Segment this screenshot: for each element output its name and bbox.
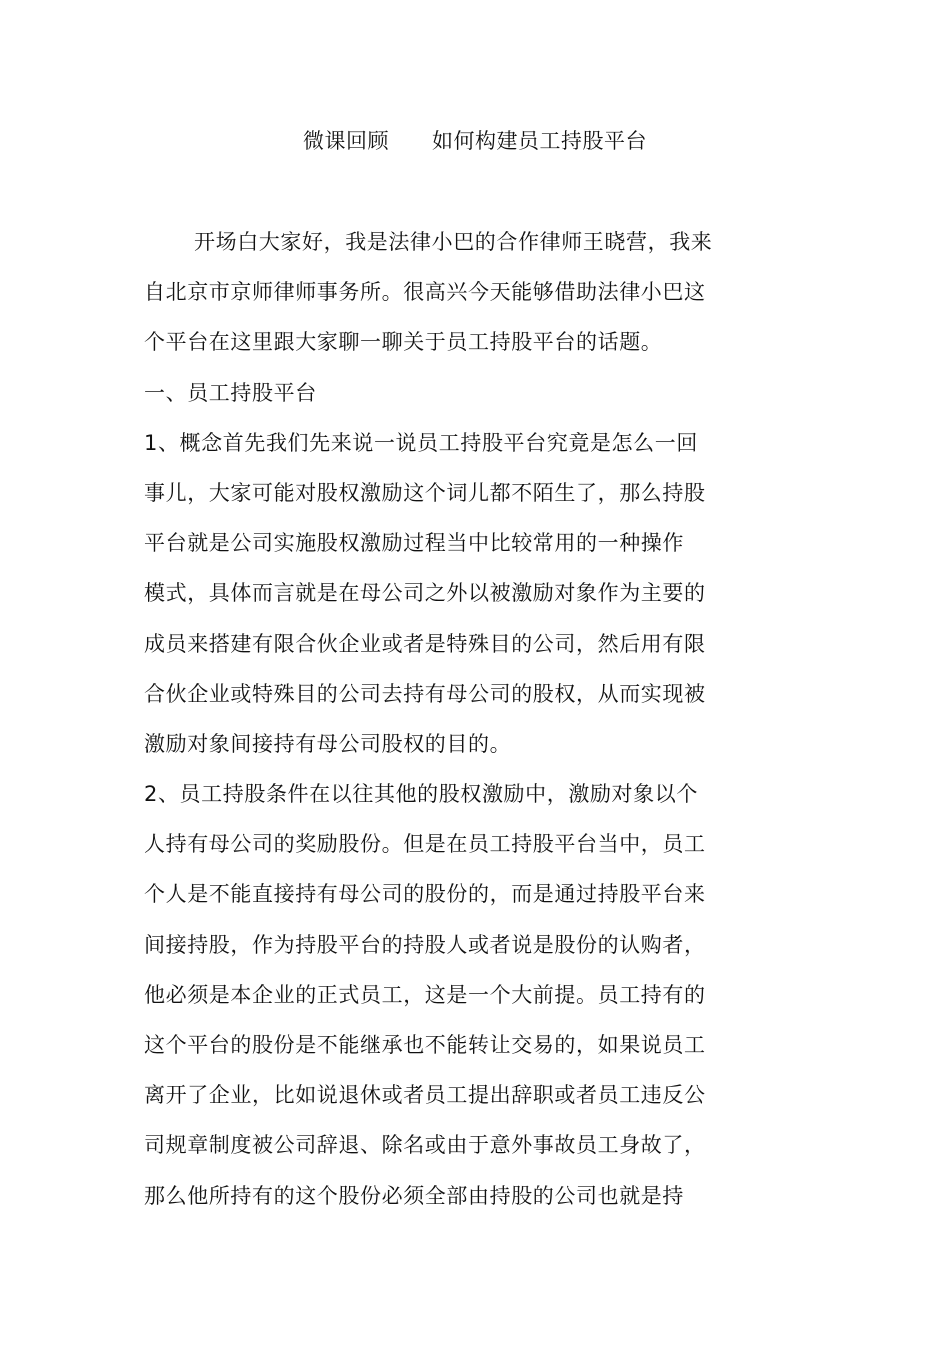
paragraph-line: 人持有母公司的奖励股份。但是在员工持股平台当中，员工 bbox=[144, 832, 706, 857]
paragraph-line: 合伙企业或特殊目的公司去持有母公司的股权，从而实现被 bbox=[144, 681, 706, 706]
paragraph-line: 个平台在这里跟大家聊一聊关于员工持股平台的话题。 bbox=[144, 330, 663, 355]
document-title bbox=[0, 126, 950, 156]
paragraph-line: 这个平台的股份是不能继承也不能转让交易的，如果说员工 bbox=[144, 1033, 706, 1057]
paragraph-line: 模式，具体而言就是在母公司之外以被激励对象作为主要的 bbox=[144, 581, 706, 606]
paragraph-line: 1、概念首先我们先来说一说员工持股平台究竟是怎么一回 bbox=[144, 430, 698, 455]
paragraph-line: 成员来搭建有限合伙企业或者是特殊目的公司，然后用有限 bbox=[144, 631, 706, 656]
section-heading: 一、员工持股平台 bbox=[144, 380, 317, 405]
title-part-1: 微课回顾 bbox=[302, 129, 389, 153]
paragraph-line: 个人是不能直接持有母公司的股份的，而是通过持股平台来 bbox=[144, 882, 706, 907]
paragraph-line: 自北京市京师律师事务所。很高兴今天能够借助法律小巴这 bbox=[144, 280, 706, 305]
paragraph-line: 激励对象间接持有母公司股权的目的。 bbox=[144, 731, 512, 756]
paragraph-line: 2、员工持股条件在以往其他的股权激励中，激励对象以个 bbox=[144, 782, 698, 807]
paragraph-line: 那么他所持有的这个股份必须全部由持股的公司也就是持 bbox=[144, 1183, 684, 1208]
paragraph-line: 开场白大家好，我是法律小巴的合作律师王晓营，我来 bbox=[194, 230, 713, 254]
paragraph-line: 离开了企业，比如说退休或者员工提出辞职或者员工违反公 bbox=[144, 1083, 706, 1108]
paragraph-line: 事儿，大家可能对股权激励这个词儿都不陌生了，那么持股 bbox=[144, 480, 706, 505]
title-part-2: 如何构建员工持股平台 bbox=[432, 129, 648, 153]
paragraph-line: 他必须是本企业的正式员工，这是一个大前提。员工持有的 bbox=[144, 982, 706, 1007]
paragraph-line: 司规章制度被公司辞退、除名或由于意外事故员工身故了， bbox=[144, 1133, 706, 1158]
document-body bbox=[144, 222, 744, 1226]
paragraph-line: 间接持股，作为持股平台的持股人或者说是股份的认购者， bbox=[144, 932, 706, 957]
paragraph-line: 平台就是公司实施股权激励过程当中比较常用的一种操作 bbox=[144, 531, 684, 556]
